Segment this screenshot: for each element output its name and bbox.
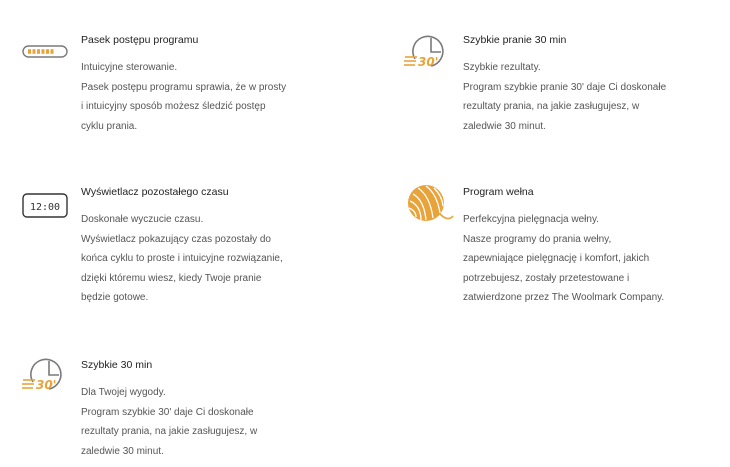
display-time: 12:00 (29, 202, 61, 213)
description-line: zaledwie 30 minut. (463, 120, 546, 132)
description-line: Szybkie rezultaty. (463, 62, 541, 73)
description-line: cyklu prania. (81, 120, 138, 132)
clock-30-icon (22, 356, 70, 396)
description-line: końca cyklu to proste i intuicyjne rozwiązanie, (81, 253, 283, 264)
feature-description (463, 210, 703, 308)
description-line: Wyświetlacz pokazujący czas pozostały do (81, 233, 271, 245)
description-line: zatwierdzone przez The Woolmark Company. (463, 292, 665, 303)
description-line: potrzebujesz, zostały przetestowane i (463, 272, 630, 284)
feature-title: Szybkie pranie 30 min (463, 34, 567, 46)
description-line: Doskonałe wyczucie czasu. (81, 214, 204, 225)
progress-bar-icon (22, 45, 68, 59)
description-line: dzięki któremu wiesz, kiedy Twoje pranie (81, 272, 262, 284)
description-line: Intuicyjne sterowanie. (81, 62, 178, 73)
digital-display-icon (22, 193, 68, 219)
description-line: rezultaty prania, na jakie zasługujesz, w (81, 426, 258, 437)
feature-description (81, 58, 321, 136)
description-line: zapewniające pielęgnację i komfort, jakich (463, 253, 650, 264)
feature-title: Wyświetlacz pozostałego czasu (81, 186, 229, 198)
description-line: Nasze programy do prania wełny, (463, 233, 612, 245)
description-line: Dla Twojej wygody. (81, 387, 166, 398)
feature-title: Pasek postępu programu (81, 34, 199, 46)
feature-description (463, 58, 703, 136)
description-line: i intuicyjny sposób możesz śledzić postęp (81, 101, 266, 112)
description-line: Perfekcyjna pielęgnacja wełny. (463, 214, 600, 225)
clock-30-icon (404, 33, 452, 73)
clock-label: 30' (36, 378, 57, 392)
description-line: Program szybkie pranie 30' daje Ci doskonałe (463, 81, 667, 93)
feature-title: Program wełna (463, 186, 534, 198)
description-line: rezultaty prania, na jakie zasługujesz, w (463, 101, 640, 112)
description-line: Program szybkie 30' daje Ci doskonałe (81, 406, 254, 418)
clock-label: 30' (418, 55, 439, 69)
wool-ball-icon (404, 182, 454, 226)
feature-title: Szybkie 30 min (81, 359, 153, 371)
description-line: będzie gotowe. (81, 292, 149, 303)
feature-description (81, 210, 321, 308)
feature-description (81, 383, 321, 461)
description-line: Pasek postępu programu sprawia, że w prosty (81, 81, 287, 93)
description-line: zaledwie 30 minut. (81, 445, 164, 457)
